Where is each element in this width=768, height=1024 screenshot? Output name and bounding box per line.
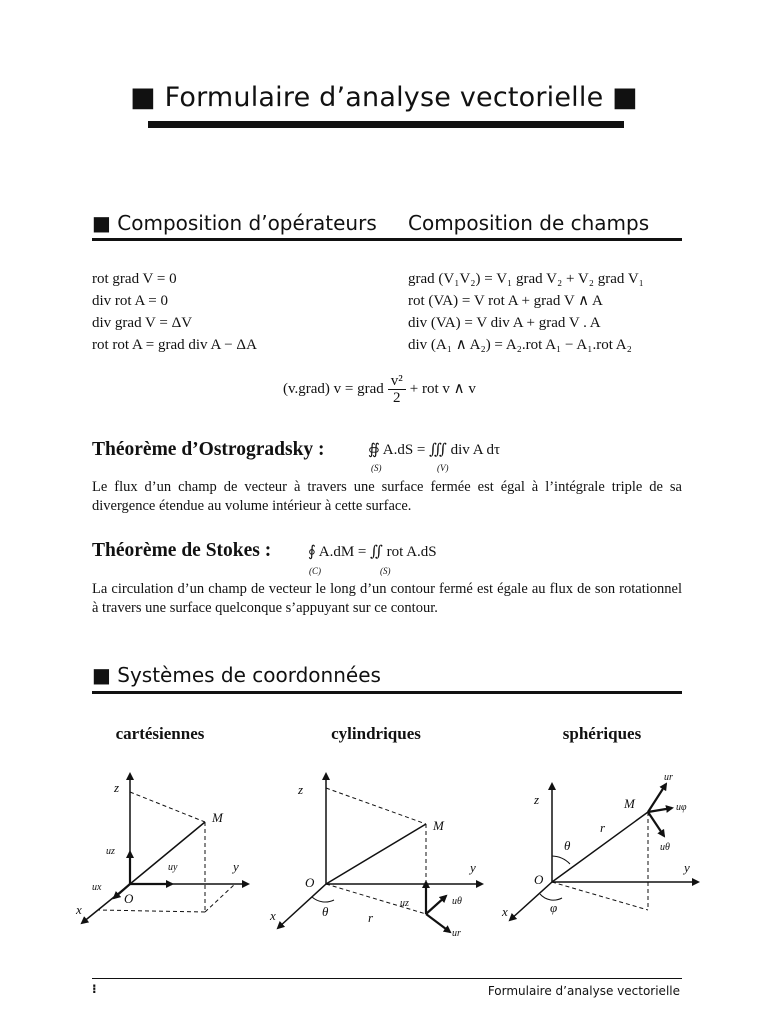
sph-label-r: r <box>600 820 606 835</box>
diagram-cylindrical <box>278 774 482 932</box>
sph-label-utheta: uθ <box>660 842 670 853</box>
formula-left-3: div grad V = ΔV <box>92 315 193 331</box>
sph-ur-vector <box>648 784 666 812</box>
title-underline <box>148 121 624 128</box>
stokes-text: La circulation d’un champ de vecteur le long d’un contour fermé est égale au flux de son rotationnel à travers une surface quelconque s’appuyant sur ce contour. <box>92 581 682 616</box>
cyl-labels <box>269 782 476 939</box>
sph-x-axis <box>510 882 552 920</box>
formula-left-4: rot rot A = grad div A − ΔA <box>92 337 257 353</box>
coord-label-cartesiennes: cartésiennes <box>115 724 205 743</box>
formula-right-4: div (A₁ ∧ A₂) = A₂.rot A₁ − A₁.rot A₂ <box>408 337 632 353</box>
cart-label-uy: uy <box>168 862 178 873</box>
formula-center-num: v² <box>388 373 406 390</box>
cyl-theta-arc <box>312 897 334 902</box>
stokes-formula: ∮ A.dM = ∬ rot A.dS <box>308 544 437 560</box>
stokes-title: Théorème de Stokes : <box>92 540 272 561</box>
ostrogradsky-text: Le flux d’un champ de vecteur à travers une surface fermée est égal à l’intégrale triple de sa divergence étendue au volume intérieur à cette surface. <box>92 479 682 514</box>
cyl-label-theta: θ <box>322 904 329 919</box>
formula-left-2: div rot A = 0 <box>92 293 168 309</box>
sph-label-uphi: uφ <box>676 802 687 813</box>
section-heading-coordonnees: ■ Systèmes de coordonnées <box>92 663 381 687</box>
sph-label-x: x <box>502 904 508 919</box>
cyl-label-utheta: uθ <box>452 896 462 907</box>
cart-label-y: y <box>233 859 239 874</box>
page-title: ■ Formulaire d’analyse vectorielle ■ <box>130 82 638 113</box>
cyl-label-o: O <box>305 875 315 890</box>
formulas-left <box>92 268 257 356</box>
formula-right-1: grad (V₁V₂) = V₁ grad V₂ + V₂ grad V₁ <box>408 271 644 287</box>
formula-right-3: div (VA) = V div A + grad V . A <box>408 315 601 331</box>
footer-rule <box>92 978 682 979</box>
section-rule-coordonnees <box>92 691 682 694</box>
cyl-label-ur: ur <box>452 928 461 939</box>
ostrogradsky-sub-left: (S) <box>371 463 382 473</box>
cart-label-m: M <box>212 810 223 825</box>
footer-left-mark: ⁝ <box>92 982 97 996</box>
cyl-utheta-vector <box>426 896 446 914</box>
formulas-right <box>408 268 644 356</box>
coordinate-diagrams <box>0 760 768 950</box>
formula-center-rhs: + rot v ∧ v <box>409 381 476 397</box>
sph-theta-arc <box>552 856 570 864</box>
cyl-label-m: M <box>433 818 444 833</box>
cart-om-line <box>130 822 205 884</box>
sph-uphi-vector <box>648 808 672 812</box>
cyl-ur-vector <box>426 914 450 932</box>
sph-label-y: y <box>684 860 690 875</box>
cyl-label-uz: uz <box>400 898 409 909</box>
formula-center-lhs: (v.grad) v = grad <box>283 381 384 397</box>
ostrogradsky-title: Théorème d’Ostrogradsky : <box>92 439 325 460</box>
formula-center-den: 2 <box>393 389 401 406</box>
sph-label-phi: φ <box>550 900 558 915</box>
stokes-sub-left: (C) <box>309 566 321 576</box>
cyl-label-y: y <box>470 860 476 875</box>
cart-label-o: O <box>124 891 134 906</box>
sph-label-m: M <box>624 796 635 811</box>
cyl-label-r: r <box>368 910 374 925</box>
formula-center-fraction <box>388 373 406 406</box>
ostrogradsky-sub-right: (V) <box>437 463 449 473</box>
section-heading-operateurs: ■ Composition d’opérateurs <box>92 211 377 235</box>
sph-label-o: O <box>534 872 544 887</box>
cart-label-ux: ux <box>92 882 102 893</box>
cyl-label-z: z <box>298 782 304 797</box>
sph-label-z: z <box>534 792 540 807</box>
cart-label-z: z <box>114 780 120 795</box>
sph-utheta-vector <box>648 812 664 836</box>
coord-label-spheriques: sphériques <box>562 724 642 743</box>
cart-labels <box>75 780 239 917</box>
cyl-label-x: x <box>270 908 276 923</box>
footer-title: Formulaire d’analyse vectorielle <box>487 984 680 998</box>
stokes-sub-right: (S) <box>380 566 391 576</box>
formula-left-1: rot grad V = 0 <box>92 271 177 287</box>
cyl-om-line <box>326 824 426 884</box>
cart-label-x: x <box>76 902 82 917</box>
sph-label-ur: ur <box>664 772 673 783</box>
coord-label-cylindriques: cylindriques <box>331 724 421 743</box>
cyl-x-axis <box>278 884 326 928</box>
sph-labels <box>501 772 690 919</box>
formula-center <box>283 367 476 411</box>
sph-label-theta: θ <box>564 838 571 853</box>
ostrogradsky-formula: ∯ A.dS = ∭ div A dτ <box>368 442 500 458</box>
formula-right-2: rot (VA) = V rot A + grad V ∧ A <box>408 293 603 309</box>
section-heading-champs: Composition de champs <box>408 211 650 235</box>
section-rule-operateurs <box>92 238 682 241</box>
cart-label-uz: uz <box>106 846 115 857</box>
